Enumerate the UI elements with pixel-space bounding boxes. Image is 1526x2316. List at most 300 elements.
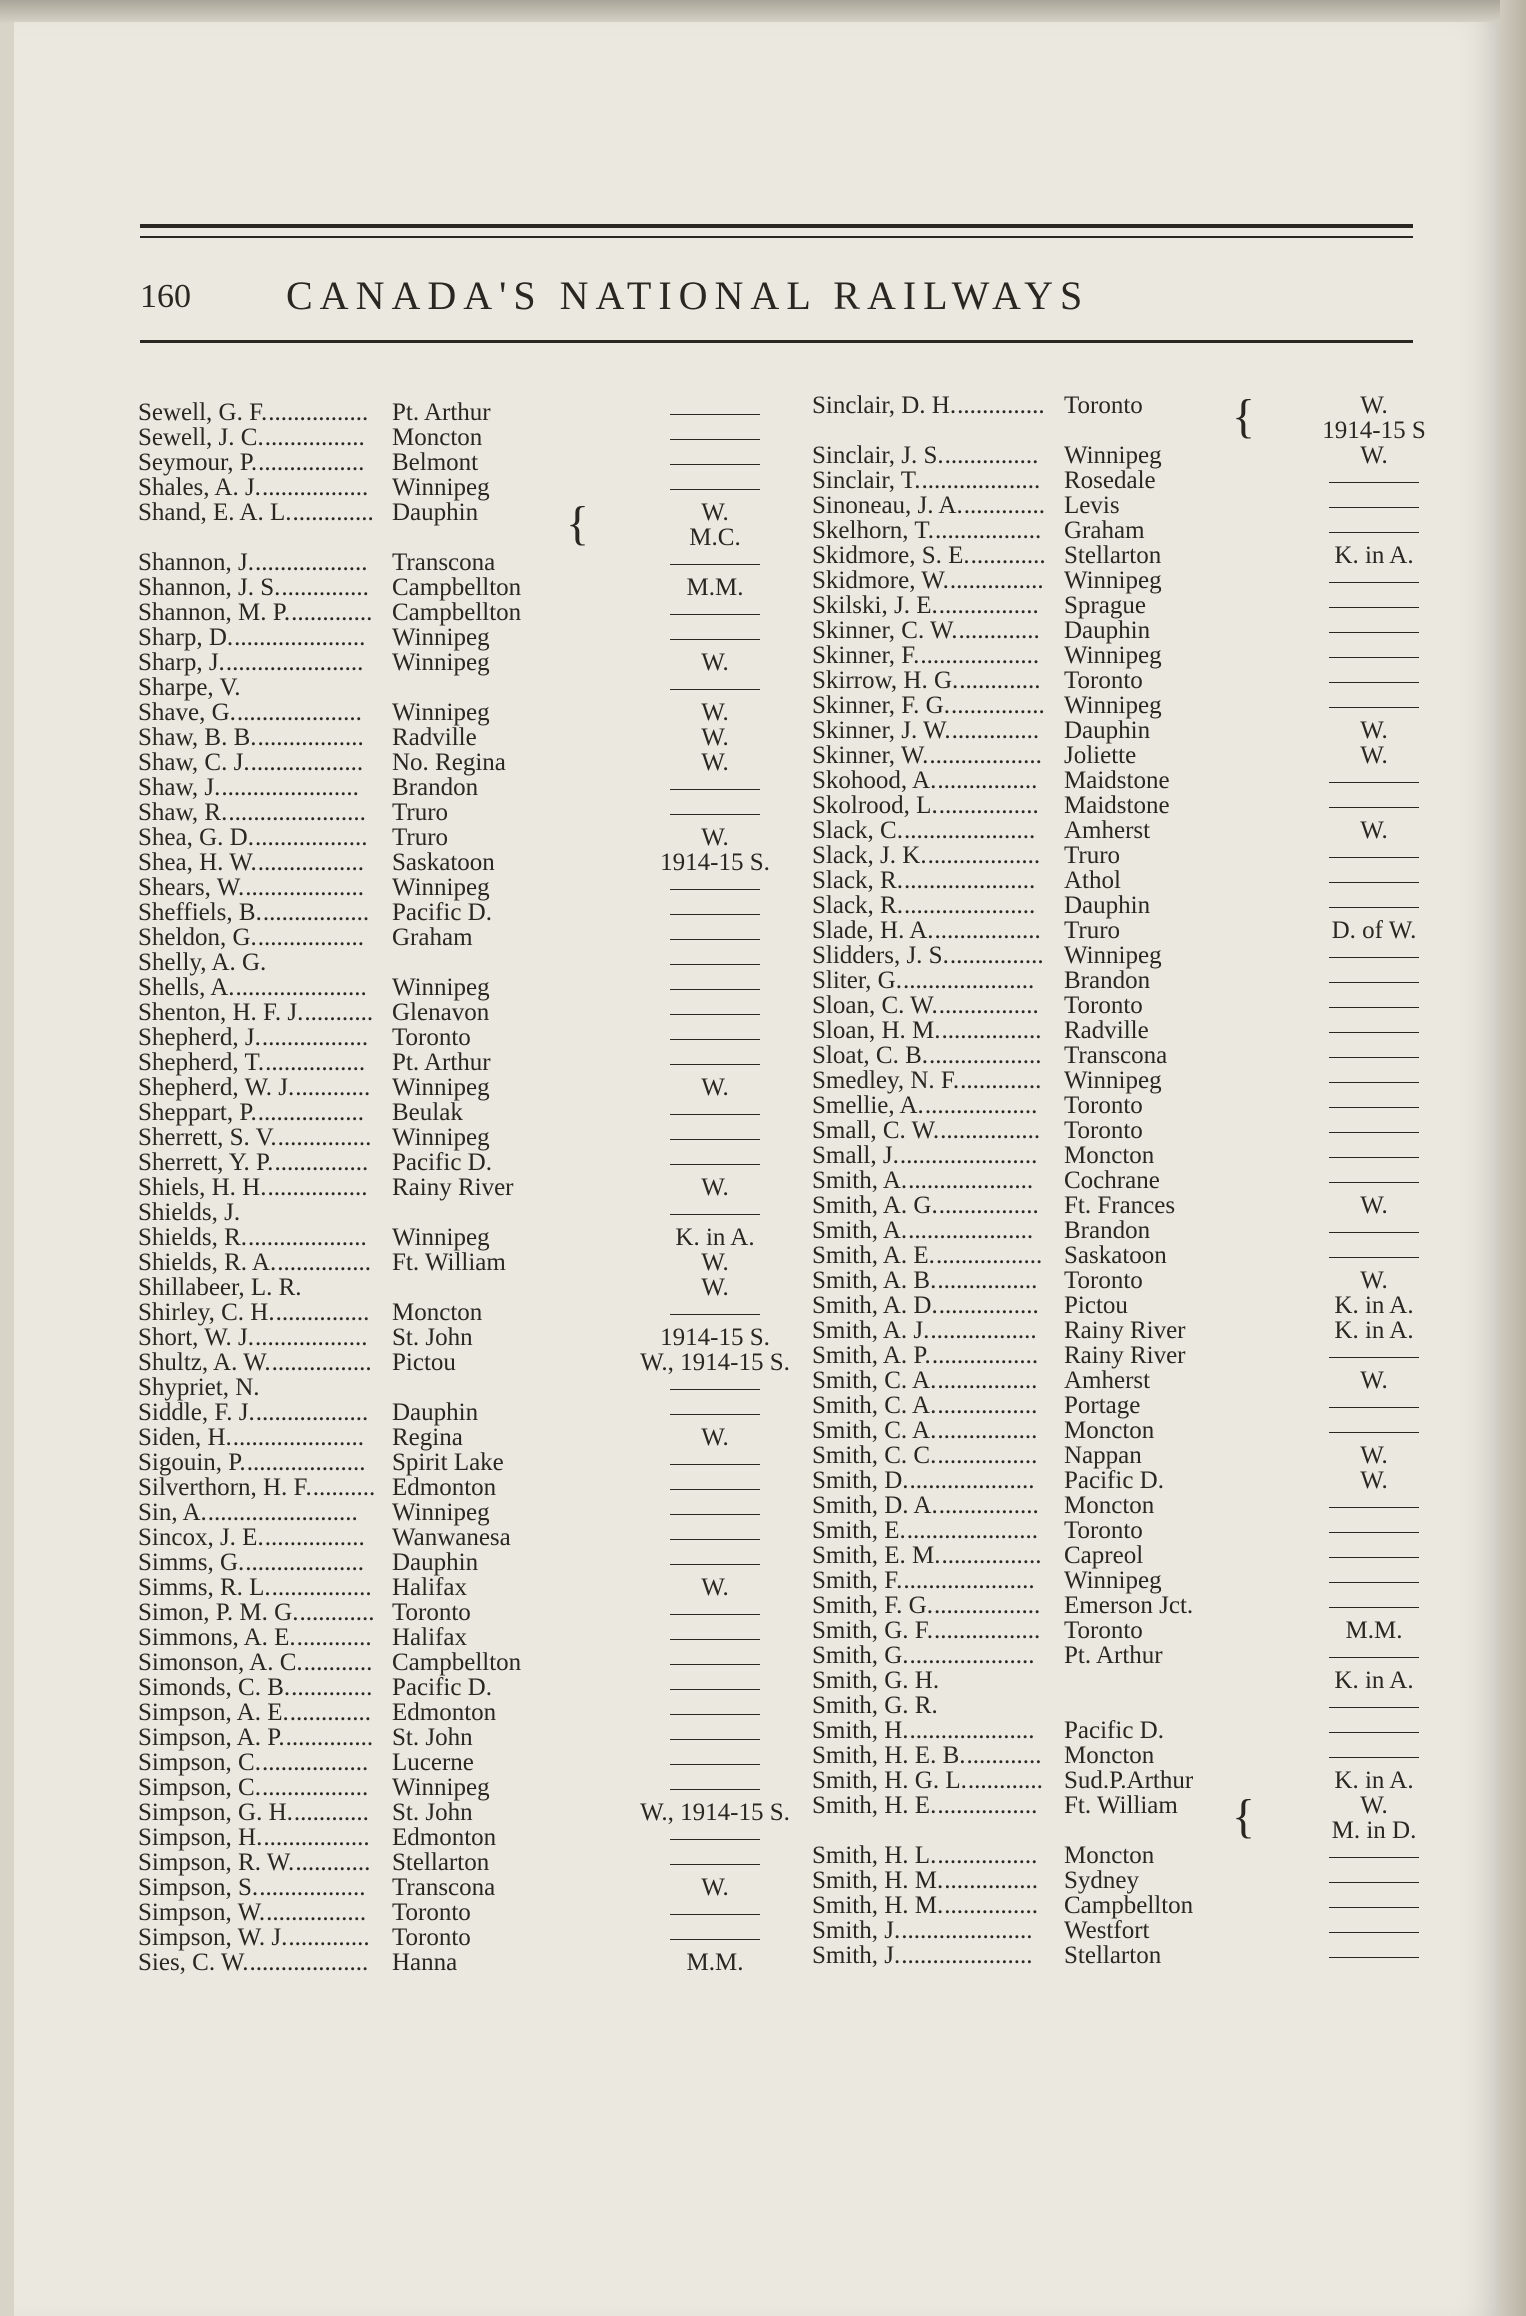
entry-name: Simon, P. M. G.: [138, 1599, 299, 1626]
leader-dots: ................: [265, 1049, 366, 1076]
entry-name: Smith, A. E.: [812, 1242, 935, 1269]
entry-place: Winnipeg: [1064, 1067, 1162, 1094]
entry-name: Simpson, R. W.: [138, 1849, 295, 1876]
leader-dots: ..............: [281, 574, 369, 601]
leader-dots: ............: [967, 1767, 1043, 1794]
entry-place: Pacific D.: [1064, 1467, 1164, 1494]
leader-dots: ...............: [275, 1299, 370, 1326]
entry-place: Toronto: [1064, 1517, 1143, 1544]
entry-name: Smith, D. A.: [812, 1492, 938, 1519]
blank-dash: [670, 1014, 760, 1015]
entry-note: [1234, 693, 1514, 718]
entry-name: Slack, R.: [812, 892, 903, 919]
leader-dots: ................: [267, 1174, 368, 1201]
blank-dash: [1329, 1882, 1419, 1883]
blank-dash: [1329, 1757, 1419, 1758]
leader-dots: .................: [259, 1874, 366, 1901]
entry-place: Toronto: [1064, 392, 1143, 419]
leader-dots: .....................: [232, 1424, 364, 1451]
blank-dash: [670, 1689, 760, 1690]
leader-dots: ...................: [920, 642, 1040, 669]
leader-dots: ................: [937, 1442, 1038, 1469]
entry-place: Maidstone: [1064, 792, 1170, 819]
entry-note: W.: [1360, 817, 1388, 844]
leader-dots: .................: [935, 1242, 1043, 1269]
blank-dash: [670, 1864, 760, 1865]
entry-note: K. in A.: [1334, 1292, 1414, 1319]
leader-dots: .................: [257, 724, 364, 751]
entry-name: Shirley, C. H.: [138, 1299, 275, 1326]
entry-place: St. John: [392, 1799, 473, 1826]
entry-note: [1234, 618, 1514, 643]
entry-place: Athol: [1064, 867, 1121, 894]
leader-dots: ..................: [255, 1399, 369, 1426]
entry-place: Beulak: [392, 1099, 463, 1126]
leader-dots: ...........: [303, 1649, 373, 1676]
entry-name: Shiels, H. H.: [138, 1174, 267, 1201]
entry-place: Pt. Arthur: [1064, 1642, 1163, 1669]
leader-dots: ...............: [949, 942, 1044, 969]
entry-note: [1234, 1643, 1514, 1668]
entry-note: [1234, 1543, 1514, 1568]
entry-place: Capreol: [1064, 1542, 1144, 1569]
leader-dots: .................: [261, 474, 369, 501]
leader-dots: ................: [271, 1574, 372, 1601]
entry-name: Sharpe, V.: [138, 674, 241, 701]
entry-place: Stellarton: [1064, 542, 1162, 569]
blank-dash: [1329, 1557, 1419, 1558]
blank-dash: [1329, 607, 1419, 608]
blank-dash: [670, 1914, 760, 1915]
blank-dash: [670, 1389, 760, 1390]
entry-name: Simms, G.: [138, 1549, 245, 1576]
leader-dots: ......................: [221, 774, 359, 801]
entry-note: [1234, 1243, 1514, 1268]
leader-dots: ....................: [909, 1642, 1035, 1669]
entry-place: Transcona: [1064, 1042, 1168, 1069]
leader-dots: .................: [933, 1617, 1041, 1644]
entry-name: Skinner, F.: [812, 642, 920, 669]
blank-dash: [1329, 707, 1419, 708]
entry-place: Spirit Lake: [392, 1449, 504, 1476]
blank-dash: [670, 614, 760, 615]
blank-dash: [670, 1164, 760, 1165]
leader-dots: ......................: [899, 1142, 1038, 1169]
leader-dots: ....................: [908, 1217, 1034, 1244]
entry-name: Sinclair, J. S.: [812, 442, 944, 469]
leader-dots: ...............: [944, 442, 1039, 469]
entry-place: Rainy River: [392, 1174, 514, 1201]
leader-dots: ..................: [929, 1042, 1042, 1069]
entry-name: Simpson, W.: [138, 1899, 266, 1926]
leader-dots: ............: [299, 1599, 375, 1626]
entry-place: Moncton: [392, 1299, 483, 1326]
leader-dots: ................: [937, 767, 1038, 794]
entry-place: Ft. Frances: [1064, 1192, 1176, 1219]
entry-name: Sies, C. W.: [138, 1949, 249, 1976]
entry-note: W.: [701, 1574, 729, 1601]
entry-note: [1234, 1693, 1514, 1718]
leader-dots: .............: [289, 1699, 371, 1726]
entry-place: Cochrane: [1064, 1167, 1160, 1194]
blank-dash: [1329, 782, 1419, 783]
blank-dash: [1329, 1407, 1419, 1408]
leader-dots: ............: [296, 1624, 372, 1651]
entry-name: Skilski, J. E.: [812, 592, 938, 619]
leader-dots: ..................: [255, 1324, 368, 1351]
blank-dash: [1329, 1132, 1419, 1133]
entry-name: Slack, J. K.: [812, 842, 927, 869]
entry-place: Winnipeg: [392, 1499, 490, 1526]
blank-dash: [1329, 982, 1419, 983]
leader-dots: ..............: [285, 1724, 374, 1751]
entry-note: M.M.: [686, 1949, 744, 1976]
leader-dots: .....................: [903, 817, 1036, 844]
entry-name: Sherrett, Y. P.: [138, 1149, 274, 1176]
entry-note: [1234, 1393, 1514, 1418]
leader-dots: .............: [291, 599, 373, 626]
entry-place: Toronto: [392, 1924, 471, 1951]
entry-note: W.: [701, 1074, 729, 1101]
leader-dots: ................: [937, 1267, 1038, 1294]
entry-name: Short, W. J.: [138, 1324, 255, 1351]
entry-note: K. in A.: [675, 1224, 755, 1251]
entry-place: Glenavon: [392, 999, 490, 1026]
entry-place: Campbellton: [1064, 1892, 1194, 1919]
leader-dots: .................: [258, 449, 365, 476]
entry-name: Sinclair, T.: [812, 467, 921, 494]
blank-dash: [670, 1039, 760, 1040]
entry-name: Sinclair, D. H.: [812, 392, 957, 419]
entry-place: Winnipeg: [1064, 442, 1162, 469]
entry-place: Pacific D.: [392, 1149, 492, 1176]
leader-dots: .................: [261, 1774, 369, 1801]
blank-dash: [1329, 1057, 1419, 1058]
entry-note-second: M. in D.: [1331, 1817, 1417, 1844]
entry-name: Smith, C. A.: [812, 1417, 937, 1444]
entry-note: K. in A.: [1334, 1317, 1414, 1344]
leader-dots: ................: [271, 1349, 372, 1376]
blank-dash: [670, 689, 760, 690]
entry-name: Shells, A.: [138, 974, 235, 1001]
leader-dots: ................: [937, 1417, 1038, 1444]
entry-name: Simpson, A. E.: [138, 1699, 289, 1726]
leader-dots: ................: [937, 1792, 1038, 1819]
entry-name: Simmons, A. E.: [138, 1624, 296, 1651]
entry-name: Smith, F.: [812, 1567, 903, 1594]
entry-note: [1234, 768, 1514, 793]
entry-name: Smith, J.: [812, 1917, 901, 1944]
entry-place: Winnipeg: [392, 624, 490, 651]
entry-name: Simpson, G. H.: [138, 1799, 293, 1826]
entry-name: Smith, C. A.: [812, 1367, 937, 1394]
entry-name: Slack, C.: [812, 817, 903, 844]
entry-name: Shypriet, N.: [138, 1374, 260, 1401]
leader-dots: ....................: [909, 1467, 1035, 1494]
header-rule-bottom: [140, 340, 1413, 343]
blank-dash: [670, 789, 760, 790]
leader-dots: ................: [941, 1017, 1042, 1044]
entry-name: Shepherd, J.: [138, 1024, 261, 1051]
entry-place: Pt. Arthur: [392, 1049, 491, 1076]
blank-dash: [1329, 857, 1419, 858]
leader-dots: ............: [966, 1742, 1042, 1769]
entry-note: K. in A.: [1334, 1667, 1414, 1694]
entry-name: Smith, E. M.: [812, 1542, 941, 1569]
blank-dash: [1329, 1857, 1419, 1858]
leader-dots: .............: [960, 1067, 1042, 1094]
entry-place: Winnipeg: [1064, 642, 1162, 669]
blank-dash: [1329, 632, 1419, 633]
entry-name: Smith, A. B.: [812, 1267, 937, 1294]
entry-name: Smith, H. E. B.: [812, 1742, 966, 1769]
entry-name: Sheppart, P.: [138, 1099, 257, 1126]
page-top-shadow: [0, 0, 1526, 24]
entry-note: [1234, 1943, 1514, 1968]
blank-dash: [1329, 1357, 1419, 1358]
entry-name: Smith, G.: [812, 1642, 909, 1669]
entry-place: Truro: [1064, 842, 1121, 869]
entry-name: Silverthorn, H. F.: [138, 1474, 312, 1501]
entry-name: Sloat, C. B.: [812, 1042, 928, 1069]
leader-dots: ....................: [236, 699, 362, 726]
blank-dash: [670, 1614, 760, 1615]
leader-dots: .................: [935, 517, 1042, 544]
leader-dots: ..................: [254, 824, 368, 851]
leader-dots: .................: [933, 1592, 1041, 1619]
blank-dash: [1329, 1507, 1419, 1508]
entry-place: Truro: [1064, 917, 1121, 944]
entry-name: Shave, G.: [138, 699, 236, 726]
blank-dash: [1329, 1532, 1419, 1533]
blank-dash: [1329, 1107, 1419, 1108]
entry-place: Sud.P.Arthur: [1064, 1767, 1194, 1794]
leader-dots: ...................: [246, 1449, 366, 1476]
entry-note: W.: [1360, 1267, 1388, 1294]
entry-name: Sloan, H. M.: [812, 1017, 941, 1044]
entry-place: Hanna: [392, 1949, 458, 1976]
entry-note: W.: [701, 699, 729, 726]
entry-name: Sewell, G. F.: [138, 399, 268, 426]
leader-dots: ..................: [929, 742, 1042, 769]
entry-place: Dauphin: [392, 1549, 479, 1576]
blank-dash: [670, 1939, 760, 1940]
blank-dash: [670, 914, 760, 915]
entry-place: Dauphin: [1064, 717, 1151, 744]
entry-place: Joliette: [1064, 742, 1137, 769]
entry-place: Brandon: [1064, 1217, 1151, 1244]
entry-place: St. John: [392, 1324, 473, 1351]
entry-note: [1234, 1518, 1514, 1543]
leader-dots: ..............: [951, 717, 1040, 744]
entry-note: W.: [701, 649, 729, 676]
leader-dots: .............: [963, 492, 1045, 519]
entry-note: W.: [1360, 392, 1388, 419]
entry-note: [1234, 1718, 1514, 1743]
leader-dots: ...............: [950, 692, 1045, 719]
blank-dash: [670, 464, 760, 465]
leader-dots: ...................: [245, 874, 364, 901]
leader-dots: ..........: [312, 1474, 376, 1501]
entry-name: Small, J.: [812, 1142, 899, 1169]
leader-dots: ...............: [274, 1149, 369, 1176]
blank-dash: [670, 889, 760, 890]
entry-name: Simpson, C.: [138, 1774, 261, 1801]
blank-dash: [670, 1464, 760, 1465]
blank-dash: [670, 1139, 760, 1140]
entry-name: Skidmore, W.: [812, 567, 949, 594]
entry-place: Winnipeg: [392, 1774, 490, 1801]
entry-place: Moncton: [1064, 1842, 1155, 1869]
entry-name: Shields, J.: [138, 1199, 241, 1226]
blank-dash: [1329, 1182, 1419, 1183]
entry-place: Lucerne: [392, 1749, 474, 1776]
entry-place: Edmonton: [392, 1474, 497, 1501]
leader-dots: .................: [263, 1824, 370, 1851]
entry-name: Smith, H. G. L.: [812, 1767, 967, 1794]
entry-note: M.M.: [686, 574, 744, 601]
blank-dash: [1329, 1007, 1419, 1008]
blank-dash: [670, 1639, 760, 1640]
entry-name: Shaw, J.: [138, 774, 221, 801]
entry-name: Skinner, F. G.: [812, 692, 950, 719]
entry-name: Smith, C. A.: [812, 1392, 937, 1419]
entry-note: D. of W.: [1331, 917, 1417, 944]
entry-name: Smith, A. J.: [812, 1317, 930, 1344]
entry-place: Moncton: [1064, 1142, 1155, 1169]
blank-dash: [1329, 1957, 1419, 1958]
page-number: 160: [140, 278, 191, 315]
grouping-brace: {: [1232, 390, 1256, 443]
entry-name: Shillabeer, L. R.: [138, 1274, 302, 1301]
leader-dots: .................: [257, 1099, 364, 1126]
entry-note: [1234, 643, 1514, 668]
blank-dash: [1329, 1432, 1419, 1433]
leader-dots: .................: [930, 1317, 1037, 1344]
entry-place: Winnipeg: [392, 649, 490, 676]
entry-place: Graham: [392, 924, 473, 951]
entry-place: Belmont: [392, 449, 479, 476]
blank-dash: [1329, 1732, 1419, 1733]
entry-place: Moncton: [1064, 1742, 1155, 1769]
entry-place: Pacific D.: [392, 899, 492, 926]
entry-place: Toronto: [392, 1899, 471, 1926]
entry-place: Brandon: [1064, 967, 1151, 994]
entry-note: [1234, 1093, 1514, 1118]
blank-dash: [1329, 1932, 1419, 1933]
entry-place: Winnipeg: [392, 1224, 490, 1251]
entry-place: Pacific D.: [392, 1674, 492, 1701]
entry-place: Rainy River: [1064, 1317, 1186, 1344]
entry-place: Radville: [392, 724, 477, 751]
entry-place: Saskatoon: [1064, 1242, 1167, 1269]
entry-place: Dauphin: [392, 1399, 479, 1426]
entry-place: Saskatoon: [392, 849, 495, 876]
entry-place: Emerson Jct.: [1064, 1592, 1194, 1619]
entry-place: Sprague: [1064, 592, 1146, 619]
blank-dash: [670, 489, 760, 490]
entry-place: Brandon: [392, 774, 479, 801]
entry-name: Smith, A.: [812, 1167, 908, 1194]
leader-dots: ............: [970, 542, 1046, 569]
entry-note: K. in A.: [1334, 1767, 1414, 1794]
blank-dash: [670, 814, 760, 815]
leader-dots: ................: [938, 1192, 1039, 1219]
entry-note: [1234, 1343, 1514, 1368]
leader-dots: ....................: [908, 1167, 1034, 1194]
entry-name: Shannon, J.: [138, 549, 254, 576]
entry-place: Toronto: [1064, 1117, 1143, 1144]
entry-place: Moncton: [1064, 1492, 1155, 1519]
blank-dash: [670, 1514, 760, 1515]
entry-name: Smith, H.: [812, 1717, 909, 1744]
leader-dots: ...................: [245, 1549, 365, 1576]
leader-dots: ................: [938, 1492, 1039, 1519]
entry-note: [1234, 468, 1514, 493]
entry-name: Smith, A. G.: [812, 1192, 938, 1219]
entry-place: Winnipeg: [392, 474, 490, 501]
entry-place: Toronto: [1064, 992, 1143, 1019]
entry-note: [1234, 1018, 1514, 1043]
blank-dash: [1329, 657, 1419, 658]
entry-place: Stellarton: [392, 1849, 490, 1876]
entry-note: W.: [701, 749, 729, 776]
entry-place: Moncton: [1064, 1417, 1155, 1444]
leader-dots: ..............: [957, 392, 1045, 419]
entry-place: Campbellton: [392, 599, 522, 626]
entry-place: Dauphin: [1064, 892, 1151, 919]
entry-note: [1234, 968, 1514, 993]
entry-name: Sewell, J. C.: [138, 424, 264, 451]
entry-note: [1234, 1068, 1514, 1093]
leader-dots: ...............: [944, 1867, 1039, 1894]
entry-note: W.: [1360, 1442, 1388, 1469]
blank-dash: [1329, 482, 1419, 483]
entry-name: Siddle, F. J.: [138, 1399, 255, 1426]
grouping-brace: {: [1232, 1790, 1256, 1843]
entry-place: Portage: [1064, 1392, 1141, 1419]
leader-dots: ......................: [228, 799, 366, 826]
entry-place: Winnipeg: [392, 1074, 490, 1101]
entry-place: Maidstone: [1064, 767, 1170, 794]
entry-note: 1914-15 S.: [660, 849, 770, 876]
leader-dots: .....................: [902, 967, 1035, 994]
entry-name: Sliter, G.: [812, 967, 902, 994]
entry-note: [1234, 1743, 1514, 1768]
entry-place: Toronto: [392, 1599, 471, 1626]
entry-note: W.: [1360, 1192, 1388, 1219]
leader-dots: .................: [257, 849, 364, 876]
entry-name: Shannon, M. P.: [138, 599, 291, 626]
blank-dash: [670, 1564, 760, 1565]
entry-note: M.M.: [1345, 1617, 1403, 1644]
entry-place: Dauphin: [392, 499, 479, 526]
leader-dots: .................: [261, 1749, 369, 1776]
entry-place: Ft. William: [1064, 1792, 1178, 1819]
entry-place: Rainy River: [1064, 1342, 1186, 1369]
entry-note: [1234, 1493, 1514, 1518]
leader-dots: ................: [264, 1524, 365, 1551]
entry-name: Shields, R.: [138, 1224, 248, 1251]
entry-place: Winnipeg: [392, 874, 490, 901]
leader-dots: ................: [268, 399, 369, 426]
entry-name: Shields, R. A.: [138, 1249, 277, 1276]
entry-note: W.: [1360, 1792, 1388, 1819]
blank-dash: [670, 1414, 760, 1415]
entry-place: Winnipeg: [392, 1124, 490, 1151]
entry-name: Sharp, J.: [138, 649, 225, 676]
entry-note: W.: [701, 1274, 729, 1301]
